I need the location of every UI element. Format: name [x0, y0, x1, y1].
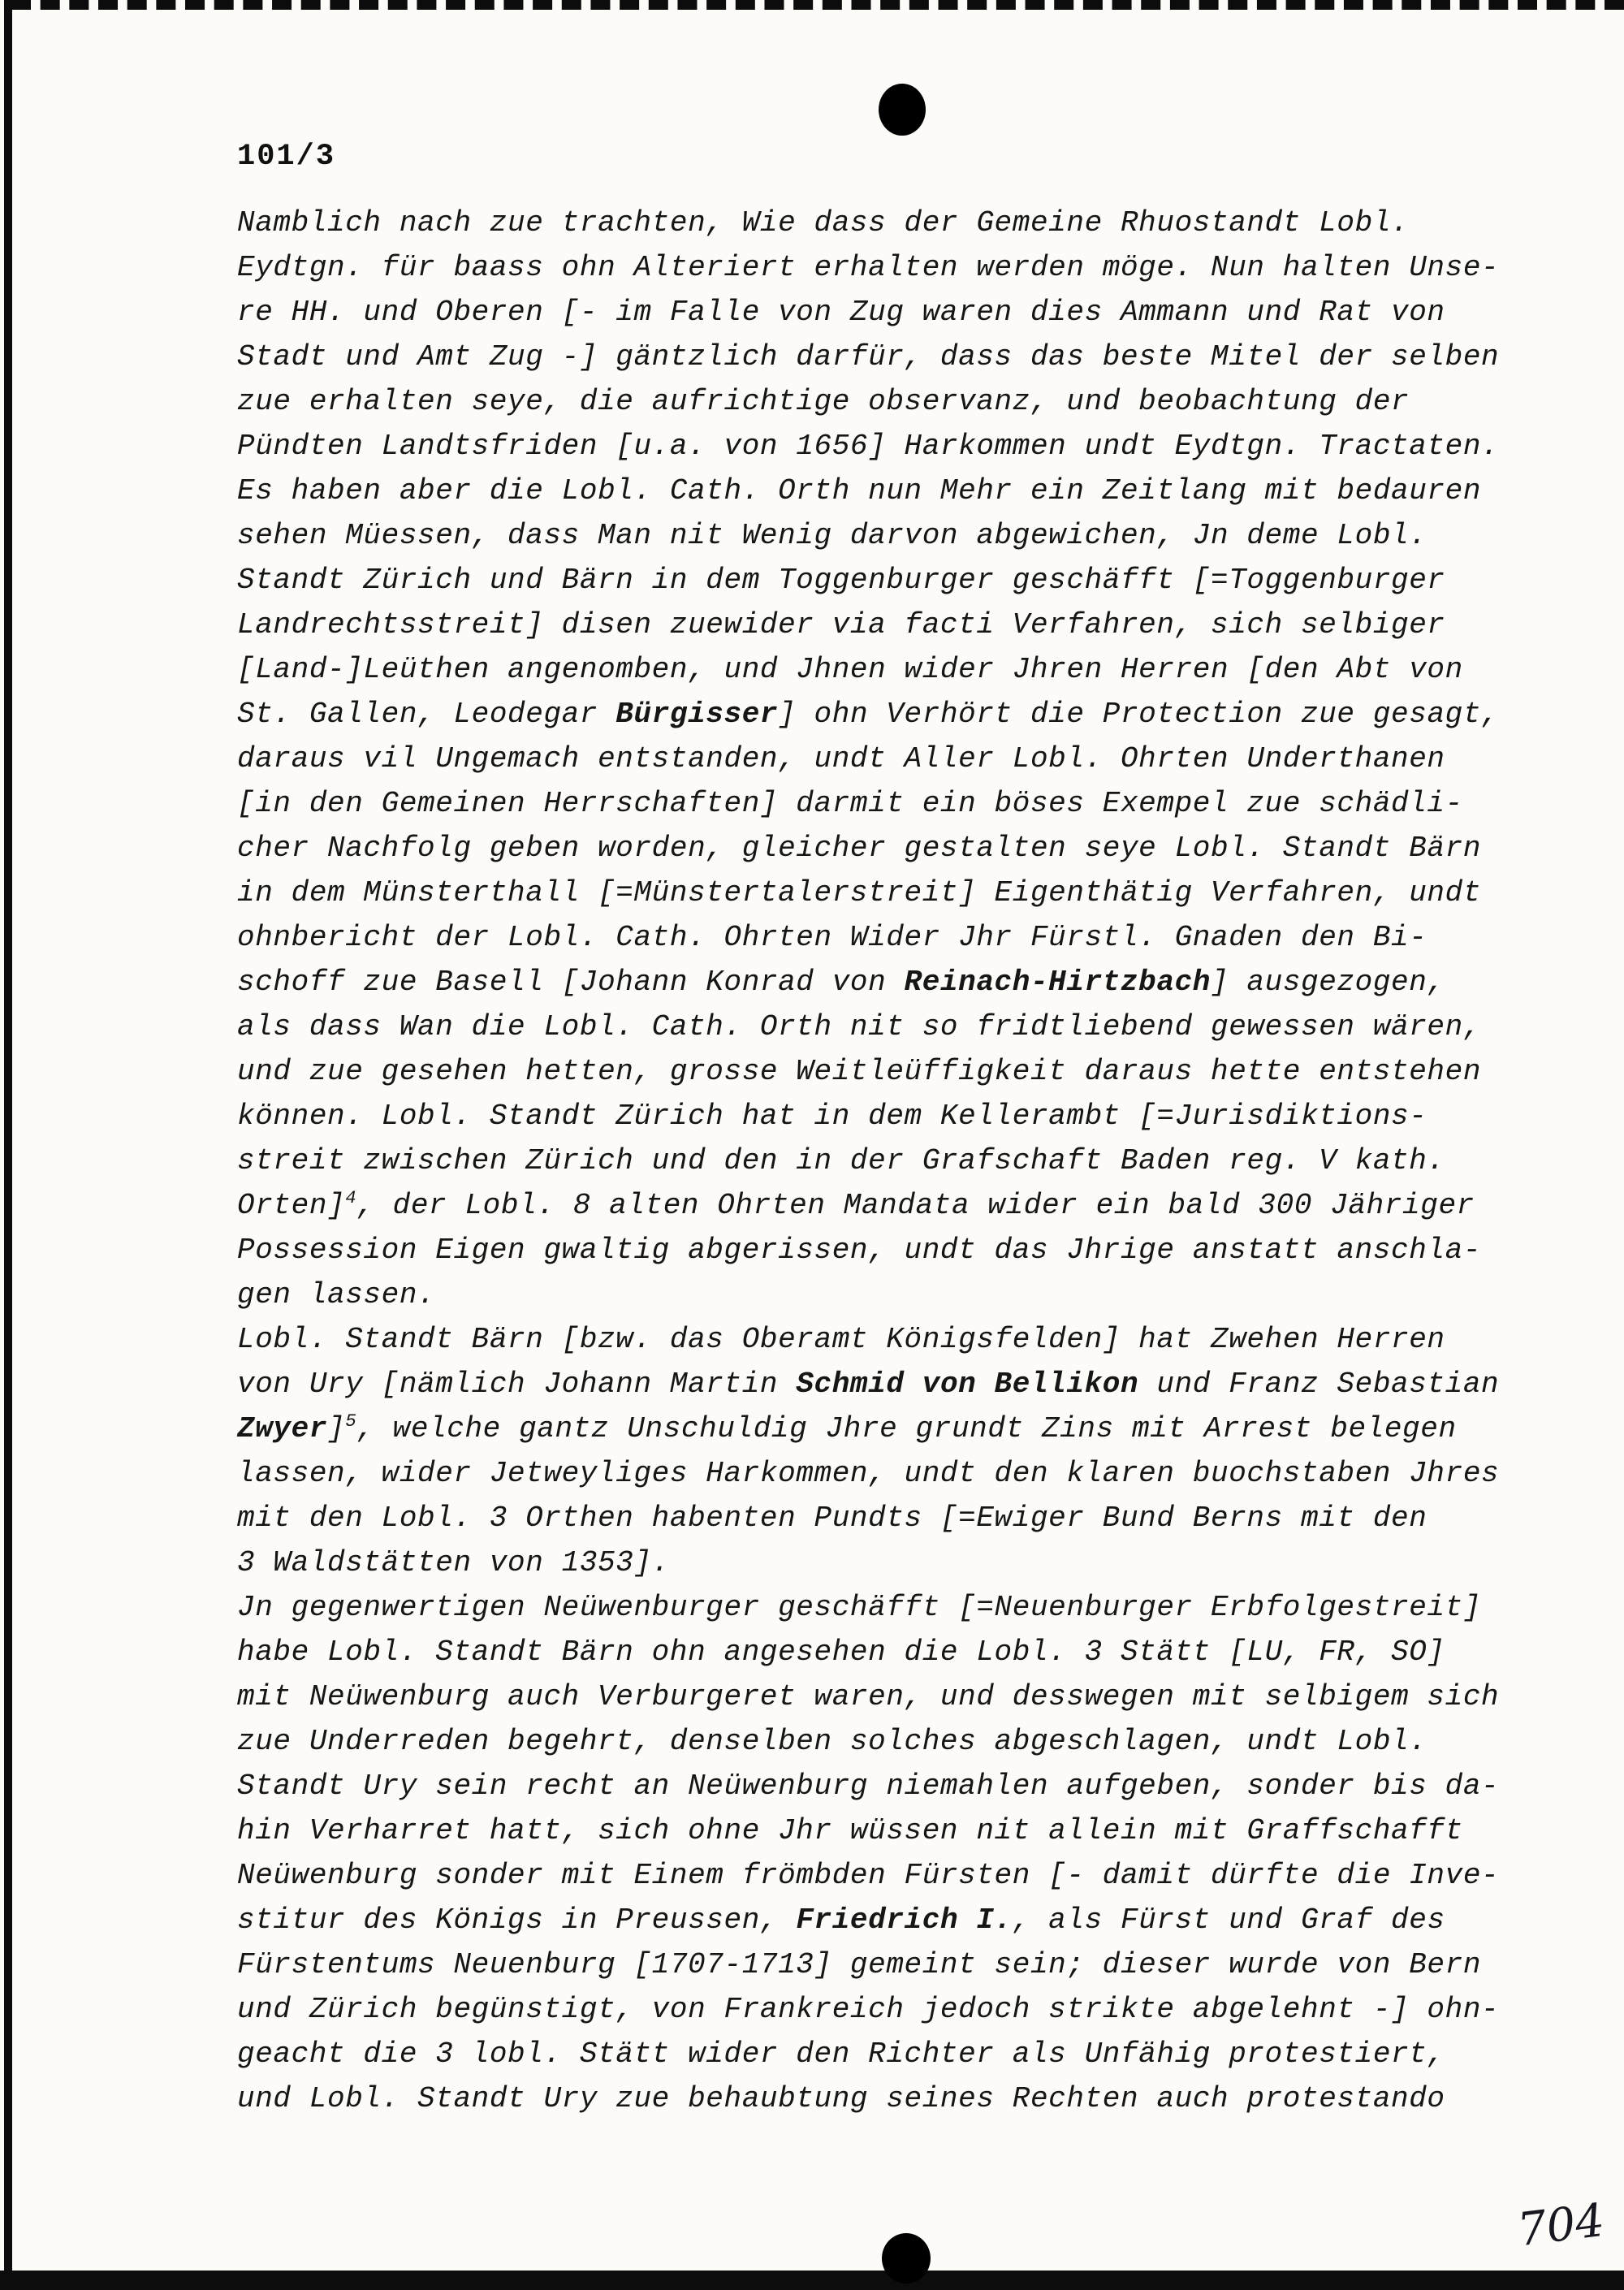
text-line: daraus vil Ungemach entstanden, undt Aller Lobl. Ohrten Underthanen	[237, 742, 1445, 776]
text-line: als dass Wan die Lobl. Cath. Orth nit so fridtliebend gewessen wären,	[237, 1010, 1482, 1043]
text-line: habe Lobl. Standt Bärn ohn angesehen die Lobl. 3 Stätt [LU, FR, SO]	[237, 1635, 1445, 1669]
text-line: Possession Eigen gwaltig abgerissen, undt das Jhrige anstatt anschla-	[237, 1234, 1482, 1267]
text-line: [Land-]Leüthen angenomben, und Jhnen wider Jhren Herren [den Abt von	[237, 653, 1463, 686]
text-line: Stadt und Amt Zug -] gäntzlich darfür, dass das beste Mitel der selben	[237, 340, 1500, 374]
text-line: von Ury [nämlich Johann Martin Schmid von Bellikon und Franz Sebastian	[237, 1368, 1500, 1401]
text-block	[237, 201, 1585, 2121]
punch-hole-mark-bottom	[882, 2233, 931, 2284]
text-line: Eydtgn. für baass ohn Alteriert erhalten werden möge. Nun halten Unse-	[237, 251, 1500, 284]
text-line: zue erhalten seye, die aufrichtige observanz, und beobachtung der	[237, 385, 1410, 418]
scan-edge-left	[4, 0, 12, 2290]
text-line: und Zürich begünstigt, von Frankreich jedoch strikte abgelehnt -] ohn-	[237, 1993, 1500, 2026]
handwritten-page-number: 704	[1514, 2193, 1608, 2258]
text-line: geacht die 3 lobl. Stätt wider den Richter als Unfähig protestiert,	[237, 2037, 1445, 2071]
scan-edge-top	[11, 0, 1624, 10]
text-line: St. Gallen, Leodegar Bürgisser] ohn Verhört die Protection zue gesagt,	[237, 698, 1500, 731]
page-number: 101/3	[237, 140, 336, 174]
text-line: in dem Münsterthall [=Münstertalerstreit] Eigenthätig Verfahren, undt	[237, 876, 1482, 910]
text-line: Zwyer]$^5$, welche gantz Unschuldig Jhre grundt Zins mit Arrest belegen	[237, 1411, 1457, 1445]
punch-hole-mark-top	[879, 84, 926, 136]
text-line: stitur des Königs in Preussen, Friedrich I., als Fürst und Graf des	[237, 1903, 1445, 1937]
text-line: Jn gegenwertigen Neüwenburger geschäfft [=Neuenburger Erbfolgestreit]	[237, 1591, 1482, 1624]
text-line: cher Nachfolg geben worden, gleicher gestalten seye Lobl. Standt Bärn	[237, 832, 1482, 865]
text-line: Namblich nach zue trachten, Wie dass der Gemeine Rhuostandt Lobl.	[237, 206, 1410, 240]
text-line: hin Verharret hatt, sich ohne Jhr wüssen nit allein mit Graffschafft	[237, 1814, 1463, 1847]
text-line: können. Lobl. Standt Zürich hat in dem Kellerambt [=Jurisdiktions-	[237, 1100, 1427, 1133]
text-line: streit zwischen Zürich und den in der Grafschaft Baden reg. V kath.	[237, 1144, 1445, 1177]
text-line: schoff zue Basell [Johann Konrad von Reinach-Hirtzbach] ausgezogen,	[237, 966, 1445, 999]
text-line: und Lobl. Standt Ury zue behaubtung seines Rechten auch protestando	[237, 2082, 1445, 2115]
text-line: Fürstentums Neuenburg [1707-1713] gemeint sein; dieser wurde von Bern	[237, 1948, 1482, 1981]
text-line: Es haben aber die Lobl. Cath. Orth nun Mehr ein Zeitlang mit bedauren	[237, 474, 1482, 508]
scan-edge-bottom	[0, 2271, 1624, 2290]
text-line: und zue gesehen hetten, grosse Weitleüffigkeit daraus hette entstehen	[237, 1055, 1482, 1088]
text-line: mit Neüwenburg auch Verburgeret waren, und desswegen mit selbigem sich	[237, 1680, 1500, 1713]
text-line: Standt Zürich und Bärn in dem Toggenburger geschäfft [=Toggenburger	[237, 564, 1445, 597]
text-line: ohnbericht der Lobl. Cath. Ohrten Wider Jhr Fürstl. Gnaden den Bi-	[237, 921, 1427, 954]
text-line: Landrechtsstreit] disen zuewider via facti Verfahren, sich selbiger	[237, 608, 1445, 642]
text-line: Standt Ury sein recht an Neüwenburg niemahlen aufgeben, sonder bis da-	[237, 1769, 1500, 1803]
text-line: Orten]$^4$, der Lobl. 8 alten Ohrten Mandata wider ein bald 300 Jähriger	[237, 1187, 1475, 1222]
text-line: gen lassen.	[237, 1278, 436, 1311]
text-line: lassen, wider Jetweyliges Harkommen, undt den klaren buochstaben Jhres	[237, 1457, 1500, 1490]
text-line: 3 Waldstätten von 1353].	[237, 1546, 670, 1579]
text-line: Pündten Landtsfriden [u.a. von 1656] Harkommen undt Eydtgn. Tractaten.	[237, 430, 1500, 463]
text-line: re HH. und Oberen [- im Falle von Zug waren dies Ammann und Rat von	[237, 296, 1445, 329]
text-line: zue Underreden begehrt, denselben solches abgeschlagen, undt Lobl.	[237, 1725, 1427, 1758]
text-line: [in den Gemeinen Herrschaften] darmit ein böses Exempel zue schädli-	[237, 787, 1463, 820]
text-line: Neüwenburg sonder mit Einem frömbden Fürsten [- damit dürfte die Inve-	[237, 1859, 1500, 1892]
text-line: sehen Müessen, dass Man nit Wenig darvon abgewichen, Jn deme Lobl.	[237, 519, 1427, 552]
text-line: Lobl. Standt Bärn [bzw. das Oberamt Königsfelden] hat Zwehen Herren	[237, 1323, 1445, 1356]
text-line: mit den Lobl. 3 Orthen habenten Pundts [=Ewiger Bund Berns mit den	[237, 1501, 1427, 1535]
